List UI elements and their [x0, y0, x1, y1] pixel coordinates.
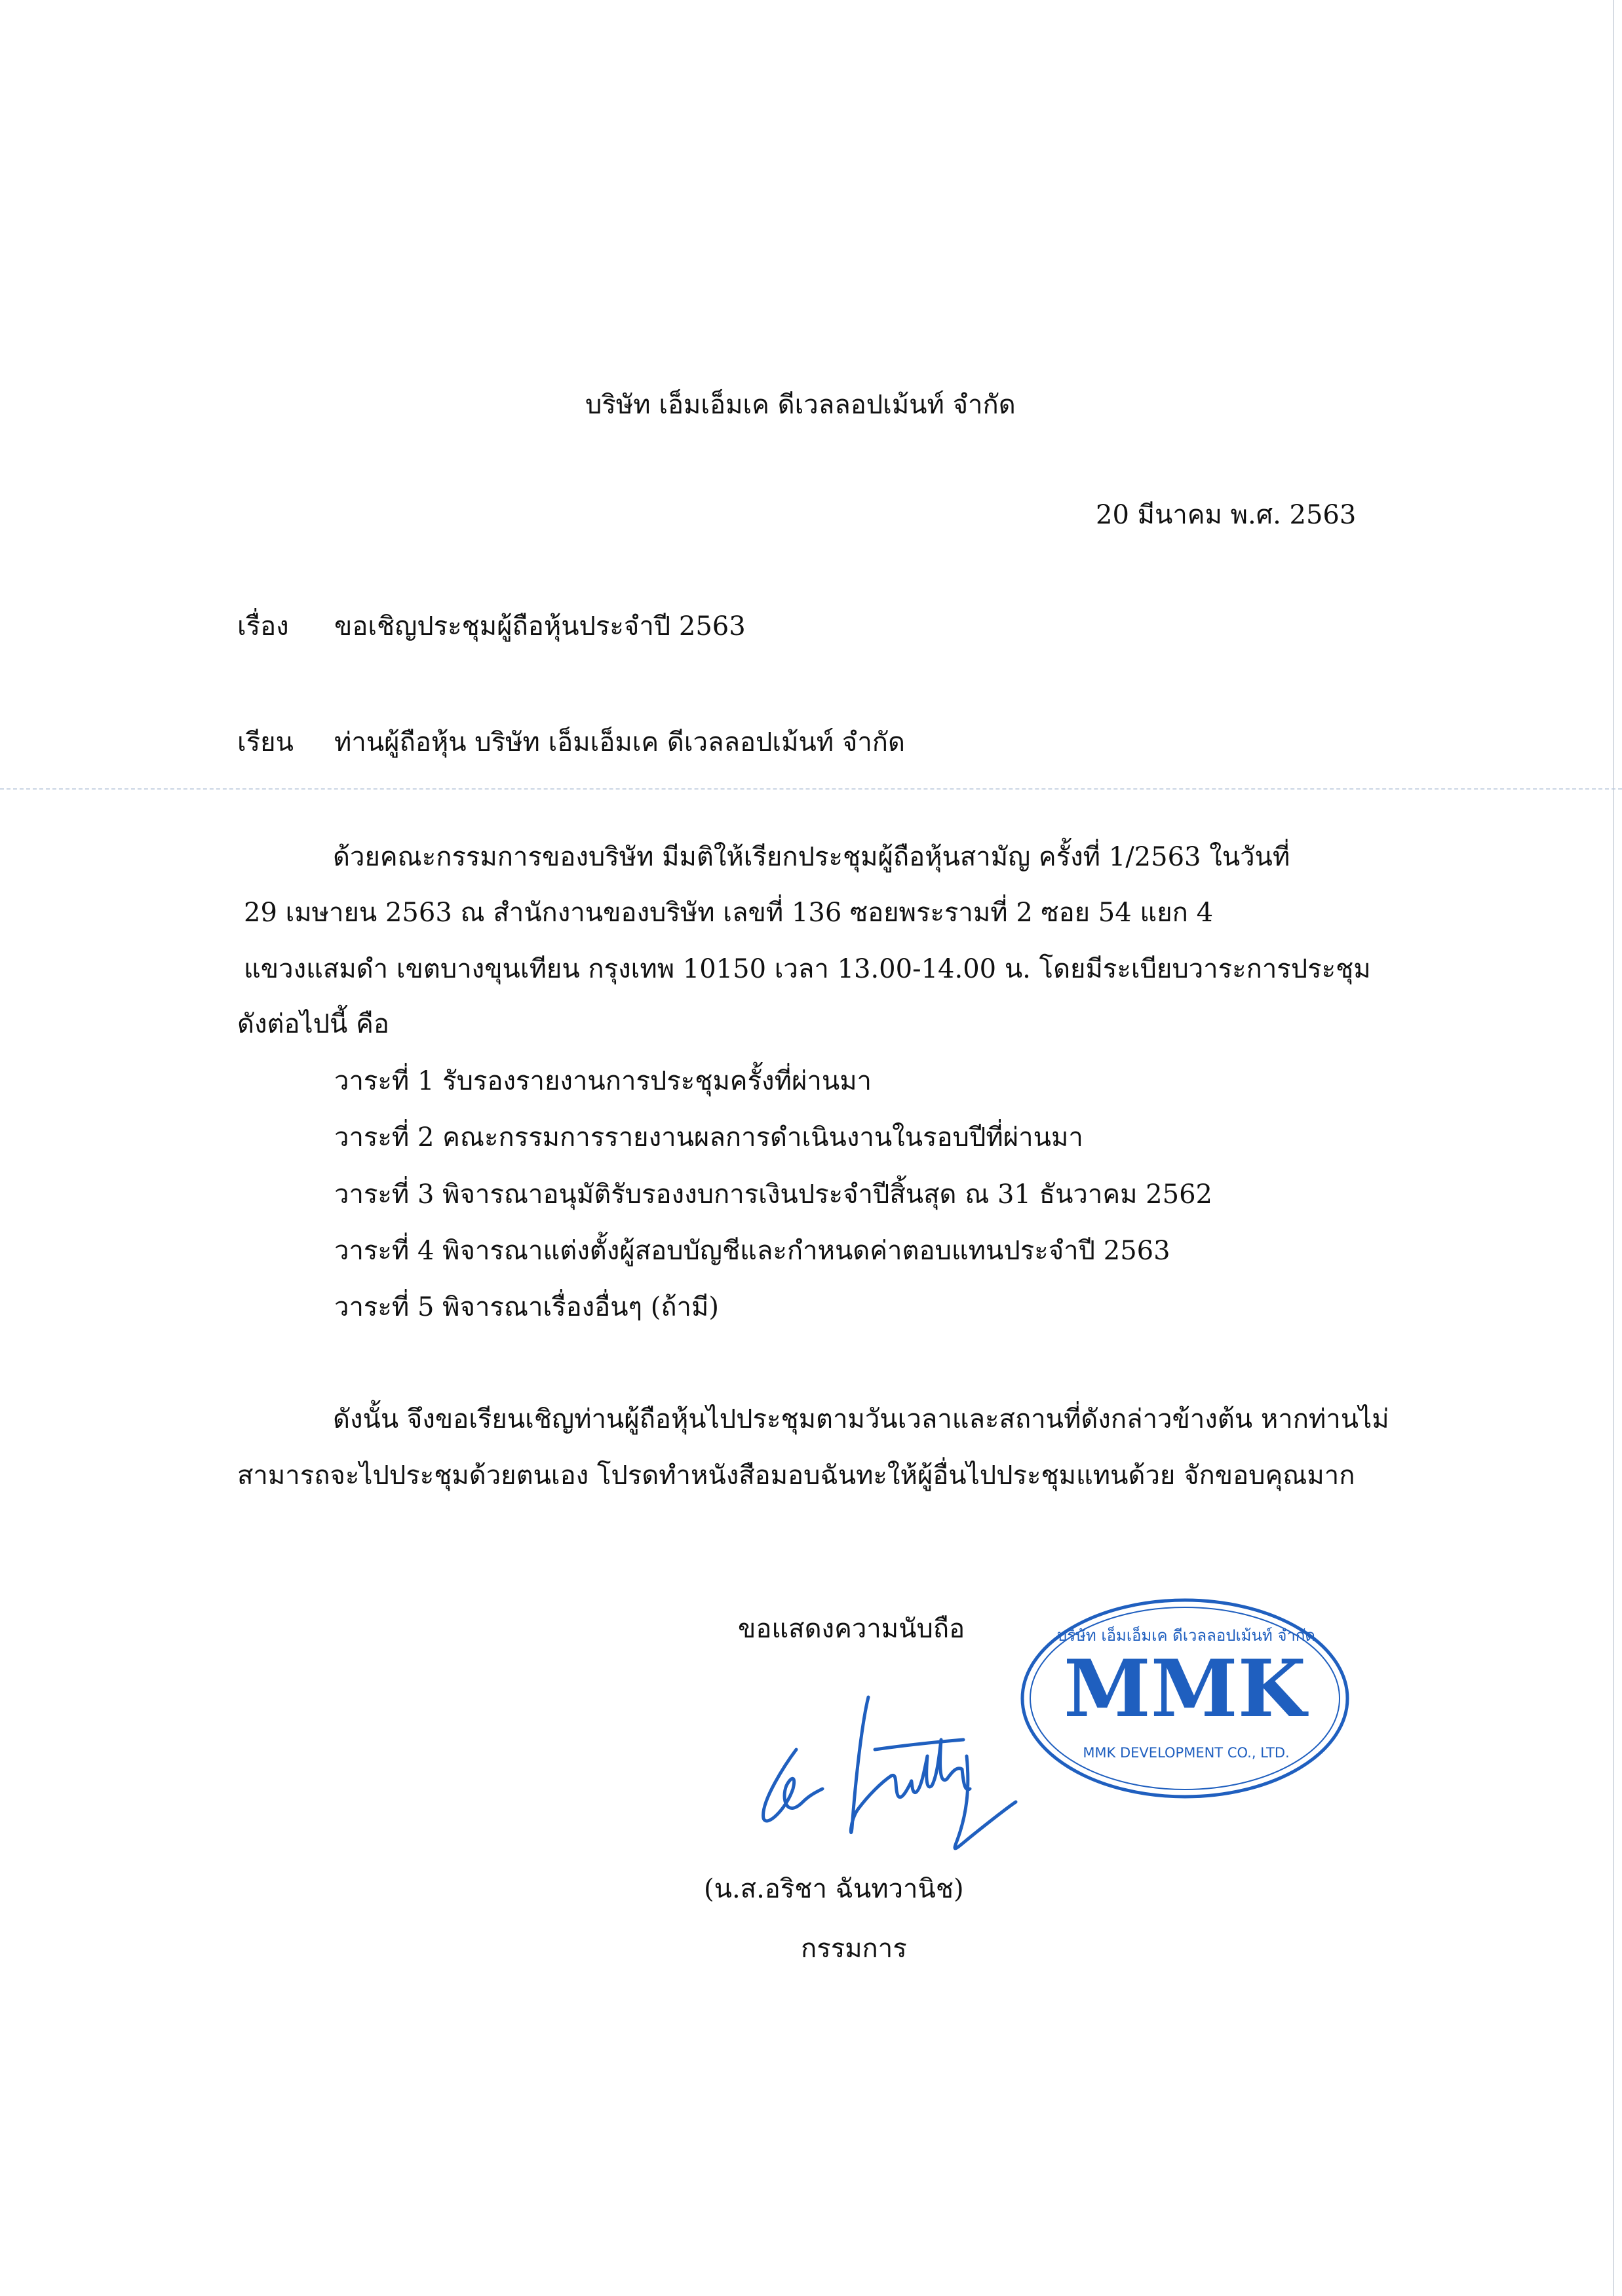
- signer-title: กรรมการ: [801, 1934, 907, 1964]
- subject-text: ขอเชิญประชุมผู้ถือหุ้นประจำปี 2563: [334, 611, 746, 641]
- company-header: บริษัท เอ็มเอ็มเค ดีเวลลอปเม้นท์ จำกัด: [585, 390, 1016, 420]
- body-line: ดังต่อไปนี้ คือ: [237, 1009, 389, 1039]
- regards: ขอแสดงความนับถือ: [738, 1614, 965, 1644]
- scan-fold-line: [0, 788, 1622, 790]
- closing-line: สามารถจะไปประชุมด้วยตนเอง โปรดทำหนังสือมอบฉันทะให้ผู้อื่นไปประชุมแทนด้วย จักขอบคุณมาก: [237, 1461, 1355, 1491]
- page-edge: [1613, 0, 1614, 2296]
- body-line: ด้วยคณะกรรมการของบริษัท มีมติให้เรียกประชุมผู้ถือหุ้นสามัญ ครั้งที่ 1/2563 ในวันที่: [333, 842, 1290, 872]
- subject-label: เรื่อง: [237, 611, 289, 641]
- agenda-item: วาระที่ 4 พิจารณาแต่งตั้งผู้สอบบัญชีและกำหนดค่าตอบแทนประจำปี 2563: [334, 1236, 1170, 1266]
- recipient-label: เรียน: [237, 727, 294, 757]
- body-line: แขวงแสมดำ เขตบางขุนเทียน กรุงเทพ 10150 เวลา 13.00-14.00 น. โดยมีระเบียบวาระการประชุม: [244, 954, 1371, 984]
- closing-line: ดังนั้น จึงขอเรียนเชิญท่านผู้ถือหุ้นไปประชุมตามวันเวลาและสถานที่ดังกล่าวข้างต้น หากท่านไม่: [333, 1404, 1389, 1434]
- agenda-item: วาระที่ 2 คณะกรรมการรายงานผลการดำเนินงานในรอบปีที่ผ่านมา: [334, 1122, 1083, 1153]
- signer-name: (น.ส.อริชา ฉันทวานิช): [704, 1874, 964, 1904]
- agenda-item: วาระที่ 1 รับรองรายงานการประชุมครั้งที่ผ่านมา: [334, 1066, 872, 1096]
- agenda-item: วาระที่ 3 พิจารณาอนุมัติรับรองงบการเงินประจำปีสิ้นสุด ณ 31 ธันวาคม 2562: [334, 1179, 1212, 1210]
- letter-date: 20 มีนาคม พ.ศ. 2563: [1096, 500, 1357, 530]
- signature: [741, 1677, 1068, 1900]
- body-line: 29 เมษายน 2563 ณ สำนักงานของบริษัท เลขที่ 136 ซอยพระรามที่ 2 ซอย 54 แยก 4: [244, 898, 1214, 928]
- agenda-item: วาระที่ 5 พิจารณาเรื่องอื่นๆ (ถ้ามี): [334, 1292, 719, 1322]
- seal-logo: MMK: [1064, 1643, 1306, 1735]
- seal-thai-name: บริษัท เอ็มเอ็มเค ดีเวลลอปเม้นท์ จำกัด: [1056, 1626, 1316, 1645]
- recipient-text: ท่านผู้ถือหุ้น บริษัท เอ็มเอ็มเค ดีเวลลอปเม้นท์ จำกัด: [334, 727, 905, 757]
- seal-english-name: MMK DEVELOPMENT CO., LTD.: [1083, 1745, 1290, 1761]
